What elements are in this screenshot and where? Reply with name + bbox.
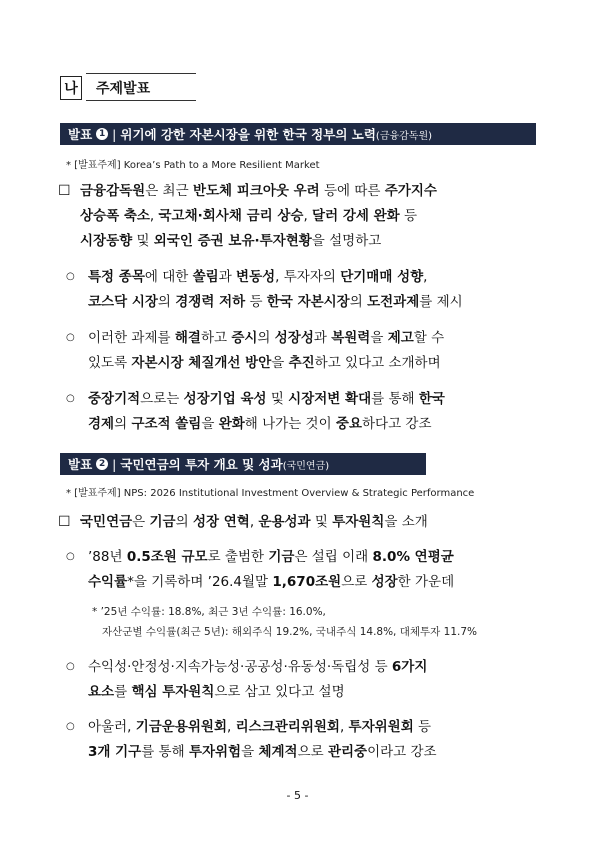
text-run: , 투자자의 [275, 269, 341, 285]
text-run: 으로 삼고 있다고 설명 [214, 684, 345, 700]
bold-text-run: 중요 [335, 416, 362, 432]
bold-text-run: 코스닥 시장 [88, 294, 158, 310]
bold-text-run: 기금 [268, 549, 295, 565]
p1-b1-l0 [88, 267, 427, 287]
text-run: 의 [157, 294, 176, 310]
text-run: 로 출범한 [207, 549, 269, 565]
presentation-2-note: * [발표주제] NPS: 2026 Institutional Investment Overview & Strategic Performance [66, 488, 475, 499]
text-run: , [249, 514, 259, 530]
text-run: 의 [349, 294, 368, 310]
p1-b3-l0 [88, 389, 445, 409]
circle-bullet: ○ [66, 271, 75, 282]
bold-text-run: 체계적 [258, 744, 298, 760]
text-run: 이라고 강조 [367, 744, 437, 760]
text-run: 수익성·안정성·지속가능성·공공성·유동성·독립성 등 [88, 659, 392, 675]
text-run: ’88년 [88, 549, 127, 565]
number-circle-2: 2 [96, 458, 108, 470]
p1-b1-l1 [88, 292, 463, 312]
text-run: 과 [218, 269, 237, 285]
bold-text-run: 한국 [418, 391, 445, 407]
bold-text-run: 국민연금 [80, 514, 133, 530]
presentation-1-note: * [발표주제] Korea’s Path to a More Resilient Market [66, 160, 320, 171]
bold-text-run: 한국 자본시장 [266, 294, 350, 310]
p2-b1-l0 [88, 547, 454, 567]
text-run: 으로는 [140, 391, 184, 407]
bold-text-run: 구조적 쏠림 [131, 416, 202, 432]
text-run: 있도록 [88, 355, 132, 371]
p1-b0-l0 [80, 181, 437, 201]
text-run: 를 통해 [371, 391, 419, 407]
bold-text-run: 반도체 피크아웃 우려 [192, 183, 320, 199]
bold-text-run: 주가지수 [384, 183, 437, 199]
bold-text-run: 달러 강세 완화 [312, 208, 400, 224]
bold-text-run: 3개 기구 [88, 744, 142, 760]
text-run: 한 가운데 [397, 574, 455, 590]
text-run: 은 [132, 514, 150, 530]
bold-text-run: 해결 [174, 330, 201, 346]
bold-text-run: 성장 [371, 574, 398, 590]
text-run: 등 [413, 719, 432, 735]
section-top-rule [86, 73, 196, 74]
text-run: 해 나가는 것이 [244, 416, 336, 432]
text-run: 아울러, [88, 719, 136, 735]
p2-b3-l1 [88, 742, 437, 762]
text-run: 및 [310, 514, 333, 530]
footnote-line-2: 자산군별 수익률(최근 5년): 해외주식 19.2%, 국내주식 14.8%, 대체투자 11.7% [102, 626, 478, 638]
text-run: 를 통해 [141, 744, 189, 760]
page-number: - 5 - [286, 789, 309, 802]
bold-text-run: 특정 종목 [88, 269, 145, 285]
footnote-line-1: * ’25년 수익률: 18.8%, 최근 3년 수익률: 16.0%, [92, 606, 326, 618]
section-title: 주제발표 [96, 81, 151, 97]
circle-bullet: ○ [66, 721, 75, 732]
number-circle-1: 1 [96, 128, 108, 140]
p1-b0-l1 [80, 206, 417, 226]
text-run: 을 [241, 744, 259, 760]
bold-text-run: 리스크관리위원회 [235, 719, 340, 735]
text-run: 의 [257, 330, 275, 346]
bold-text-run: 수익률 [88, 574, 128, 590]
text-run: , [339, 719, 349, 735]
bold-text-run: 경제 [88, 416, 115, 432]
text-run: 으로 [297, 744, 328, 760]
section-marker: 나 [60, 76, 82, 100]
bold-text-run: 기금 [149, 514, 176, 530]
bold-text-run: 추진 [288, 355, 315, 371]
bold-text-run: 8.0% 연평균 [372, 549, 454, 565]
text-run: 하다고 강조 [362, 416, 432, 432]
circle-bullet: ○ [66, 661, 75, 672]
text-run: 하고 있다고 소개하며 [314, 355, 441, 371]
text-run: 에 대한 [144, 269, 193, 285]
bold-text-run: 관리중 [327, 744, 368, 760]
presentation-2-title: 국민연금의 투자 개요 및 성과 [120, 457, 283, 472]
square-bullet: ☐ [58, 183, 71, 199]
bold-text-run: 증시 [231, 330, 258, 346]
text-run: *을 기록하며 ’26.4월말 [127, 574, 273, 590]
text-run: 의 [114, 416, 132, 432]
bold-text-run: 투자위원회 [348, 719, 414, 735]
presentation-1-org: (금융감독원) [375, 130, 433, 142]
text-run: 하고 [200, 330, 232, 346]
text-run: 을 [201, 416, 219, 432]
text-run: 의 [175, 514, 193, 530]
text-run: 등 [399, 208, 418, 224]
text-run: 을 설명하고 [311, 233, 382, 249]
text-run: 은 최근 [145, 183, 193, 199]
text-run: 할 수 [413, 330, 445, 346]
bold-text-run: 금융감독원 [80, 183, 146, 199]
square-bullet: ☐ [58, 514, 71, 530]
bar-prefix: 발표 [68, 457, 93, 472]
bold-text-run: 성장성 [274, 330, 314, 346]
section-rule [86, 100, 196, 101]
presentation-2-bar [60, 453, 426, 475]
bold-text-run: 자본시장 체질개선 방안 [131, 355, 272, 371]
p2-b0-l0 [80, 512, 428, 532]
presentation-1-title: 위기에 강한 자본시장을 위한 한국 정부의 노력 [120, 127, 376, 142]
text-run: 은 설립 이래 [294, 549, 373, 565]
bold-text-run: 경쟁력 저하 [175, 294, 246, 310]
text-run: 을 소개 [384, 514, 428, 530]
bold-text-run: 외국인 증권 보유·투자현황 [153, 233, 312, 249]
text-run: 등에 따른 [319, 183, 385, 199]
p2-b1-l1 [88, 572, 454, 592]
text-run: 등 [245, 294, 267, 310]
bold-text-run: 단기매매 성향 [340, 269, 424, 285]
bold-text-run: 제고 [387, 330, 414, 346]
bold-text-run: 상승폭 축소 [80, 208, 150, 224]
text-run: , [303, 208, 313, 224]
p1-b2-l0 [88, 328, 444, 348]
circle-bullet: ○ [66, 332, 75, 343]
text-run: 및 [266, 391, 289, 407]
text-run: 를 제시 [419, 294, 463, 310]
text-run: 및 [132, 233, 154, 249]
text-run: 이러한 과제를 [88, 330, 175, 346]
bold-text-run: 시장동향 [80, 233, 133, 249]
bold-text-run: 시장저변 확대 [288, 391, 372, 407]
p1-b3-l1 [88, 414, 432, 434]
text-run: , [423, 269, 428, 285]
bold-text-run: 완화 [218, 416, 245, 432]
bold-text-run: 투자위험 [188, 744, 242, 760]
bold-text-run: 0.5조원 규모 [126, 549, 208, 565]
bold-text-run: 핵심 투자원칙 [131, 684, 215, 700]
bold-text-run: 운용성과 [258, 514, 311, 530]
bold-text-run: 요소 [88, 684, 115, 700]
presentation-1-bar [60, 123, 536, 145]
bold-text-run: 복원력 [331, 330, 371, 346]
p1-b0-l2 [80, 231, 381, 251]
text-run: 과 [313, 330, 332, 346]
p2-b2-l1 [88, 682, 345, 702]
bold-text-run: 1,670조원 [272, 574, 342, 590]
text-run: 으로 [341, 574, 372, 590]
bar-separator: | [112, 126, 117, 142]
text-run: , [149, 208, 159, 224]
text-run: , [227, 719, 236, 735]
circle-bullet: ○ [66, 551, 75, 562]
bold-text-run: 기금운용위원회 [135, 719, 228, 735]
bold-text-run: 투자원칙 [332, 514, 385, 530]
bar-separator: | [112, 456, 117, 472]
p2-b3-l0 [88, 717, 431, 737]
p1-b2-l1 [88, 353, 441, 373]
bold-text-run: 중장기적 [88, 391, 141, 407]
bold-text-run: 6가지 [391, 659, 428, 675]
presentation-2-org: (국민연금) [282, 460, 330, 472]
text-run: 를 [114, 684, 132, 700]
circle-bullet: ○ [66, 393, 75, 404]
p2-b2-l0 [88, 657, 427, 677]
bold-text-run: 쏠림 [192, 269, 219, 285]
bold-text-run: 성장기업 육성 [183, 391, 267, 407]
bold-text-run: 성장 연혁 [192, 514, 250, 530]
text-run: 을 [271, 355, 289, 371]
text-run: 을 [370, 330, 388, 346]
bold-text-run: 변동성 [236, 269, 276, 285]
bold-text-run: 도전과제 [367, 294, 420, 310]
bold-text-run: 국고채·회사채 금리 상승 [158, 208, 304, 224]
bar-prefix: 발표 [68, 127, 93, 142]
